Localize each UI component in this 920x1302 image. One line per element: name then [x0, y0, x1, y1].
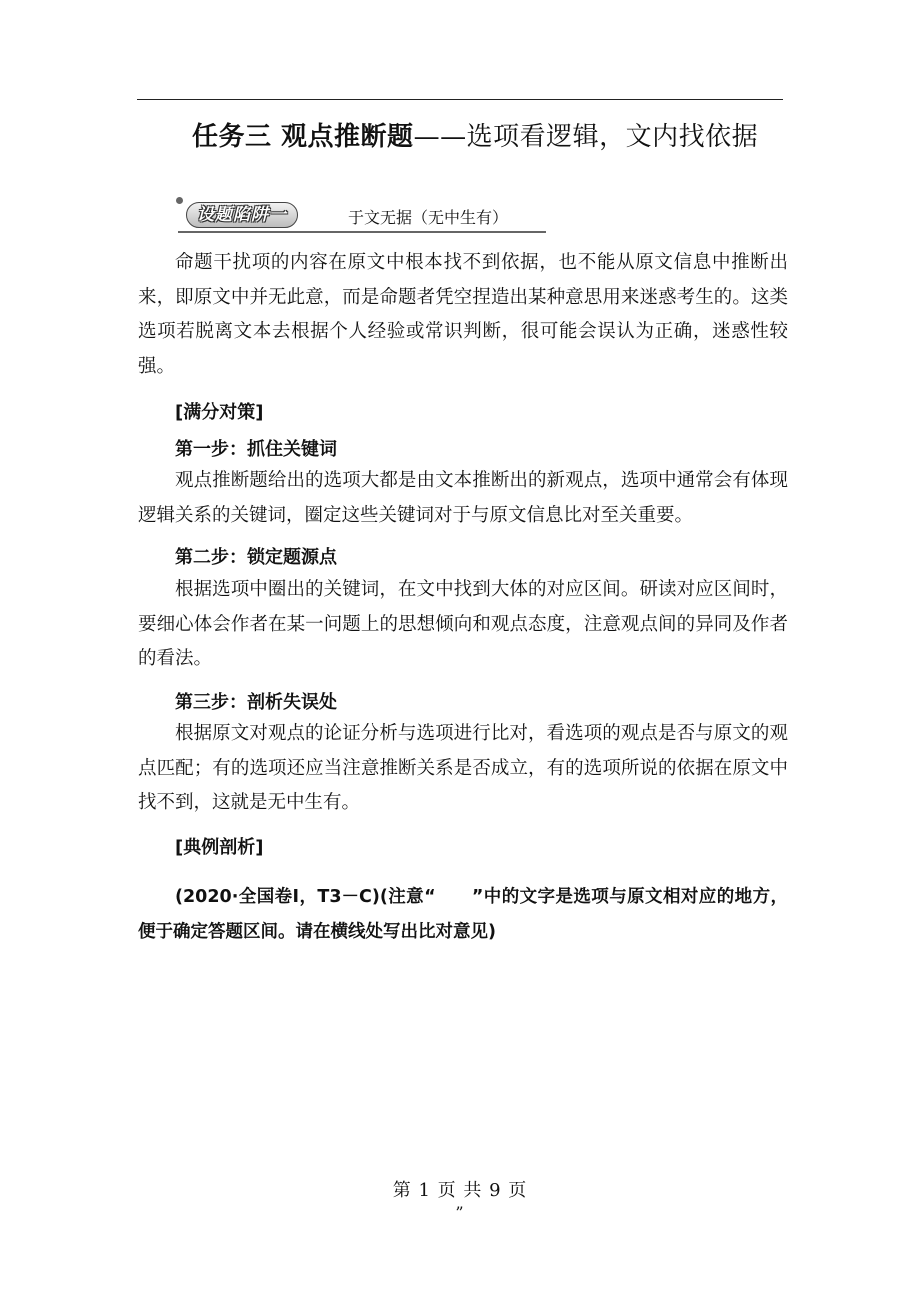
page-number: 第 1 页 共 9 页: [392, 1180, 528, 1201]
trap-subtitle: 于文无据（无中生有）: [348, 208, 509, 227]
example-paragraph: (2020·全国卷Ⅰ，T3－C)(注意“ ”中的文字是选项与原文相对应的地方，便于确定答题区间。请在横线处写出比对意见): [138, 887, 788, 942]
banner-underline: [178, 231, 546, 233]
step2-paragraph: 根据选项中圈出的关键词，在文中找到大体的对应区间。研读对应区间时，要细心体会作者在某一问题上的思想倾向和观点态度，注意观点间的异同及作者的看法。: [138, 579, 788, 669]
header-rule: [137, 99, 783, 100]
title-bold: 任务三 观点推断题: [192, 122, 414, 152]
page-footer: [0, 1176, 920, 1222]
step2-heading: 第二步：锁定题源点: [175, 547, 337, 568]
trap-banner: [174, 197, 546, 237]
trap-tag: 设题陷阱一: [186, 202, 298, 228]
step3-heading: 第三步：剖析失误处: [175, 692, 337, 713]
example-heading: [典例剖析]: [175, 837, 264, 858]
strategy-heading: [满分对策]: [175, 402, 264, 423]
page-title: [192, 116, 758, 156]
step3-paragraph: 根据原文对观点的论证分析与选项进行比对，看选项的观点是否与原文的观点匹配；有的选项还应当注意推断关系是否成立，有的选项所说的依据在原文中找不到，这就是无中生有。: [138, 723, 788, 813]
footer-mark: ”: [455, 1203, 465, 1222]
title-normal: ——选项看逻辑，文内找依据: [413, 122, 759, 152]
step1-heading: 第一步：抓住关键词: [175, 439, 337, 460]
intro-paragraph: 命题干扰项的内容在原文中根本找不到依据，也不能从原文信息中推断出来，即原文中并无此意，而是命题者凭空捏造出某种意思用来迷惑考生的。这类选项若脱离文本去根据个人经验或常识判断，很可能会误认为正确，迷惑性较强。: [138, 252, 788, 377]
step1-paragraph: 观点推断题给出的选项大都是由文本推断出的新观点，选项中通常会有体现逻辑关系的关键词，圈定这些关键词对于与原文信息比对至关重要。: [138, 470, 788, 526]
banner-dot-icon: [176, 197, 183, 204]
